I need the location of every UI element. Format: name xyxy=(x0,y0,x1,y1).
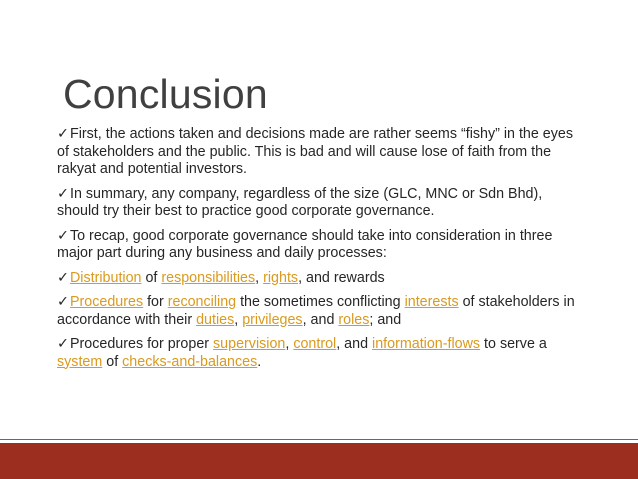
slide-title: Conclusion xyxy=(63,71,268,117)
bullet-text: To recap, good corporate governance should take into consideration in three major part during any business and daily processes: xyxy=(57,227,553,261)
bullet-item xyxy=(57,294,577,329)
footer-divider xyxy=(0,439,638,440)
bullet-text: , and xyxy=(336,336,373,352)
bullet-item xyxy=(57,126,577,179)
bullet-text: , xyxy=(285,336,294,352)
checkmark-icon: ✓ xyxy=(57,185,69,202)
link-responsibilities[interactable]: responsibilities xyxy=(161,269,256,286)
bullet-text: , xyxy=(234,311,243,328)
bullet-text: In summary, any company, regardless of the size (GLC, MNC or Sdn Bhd), should try their best to practice good corporate governance. xyxy=(57,185,543,219)
bullet-text: , xyxy=(255,269,264,286)
link-system[interactable]: system xyxy=(57,353,103,370)
bullet-text: the sometimes conflicting xyxy=(236,294,405,310)
checkmark-icon: ✓ xyxy=(57,294,69,310)
link-privileges[interactable]: privileges xyxy=(242,311,303,328)
link-supervision[interactable]: supervision xyxy=(213,336,286,352)
bullet-item xyxy=(57,186,577,221)
link-checks-and-balances[interactable]: checks-and-balances xyxy=(122,353,258,370)
link-rights[interactable]: rights xyxy=(263,269,299,286)
checkmark-icon: ✓ xyxy=(57,227,69,244)
bullet-text: of stakeholders in accordance with their xyxy=(57,294,575,328)
bullet-text: . xyxy=(257,353,262,370)
bullet-text: , and xyxy=(302,311,339,328)
link-information-flows[interactable]: information-flows xyxy=(372,336,481,352)
link-duties[interactable]: duties xyxy=(196,311,235,328)
link-procedures[interactable]: Procedures xyxy=(69,294,144,310)
checkmark-icon: ✓ xyxy=(57,126,69,142)
footer-bar xyxy=(0,443,638,479)
bullet-text: of xyxy=(102,353,123,370)
bullet-text: to serve a xyxy=(480,336,547,352)
checkmark-icon: ✓ xyxy=(57,336,69,352)
bullet-text: First, the actions taken and decisions made are rather seems “fishy” in the eyes of stakeholders and the public. This is bad and will cause lose of faith from the rakyat and potential investors. xyxy=(57,126,573,177)
link-reconciling[interactable]: reconciling xyxy=(167,294,237,310)
bullet-text: of xyxy=(141,269,162,286)
bullet-text: for xyxy=(143,294,168,310)
bullet-item xyxy=(57,270,577,288)
link-interests[interactable]: interests xyxy=(404,294,459,310)
bullet-text: , and rewards xyxy=(298,269,385,286)
link-control[interactable]: control xyxy=(293,336,337,352)
bullet-item xyxy=(57,228,577,263)
link-distribution[interactable]: Distribution xyxy=(69,269,142,286)
bullet-text: ; and xyxy=(369,311,402,328)
bullet-item xyxy=(57,336,577,371)
checkmark-icon: ✓ xyxy=(57,269,69,286)
link-roles[interactable]: roles xyxy=(338,311,370,328)
bullet-list xyxy=(57,126,577,378)
bullet-text: Procedures for proper xyxy=(69,336,214,352)
